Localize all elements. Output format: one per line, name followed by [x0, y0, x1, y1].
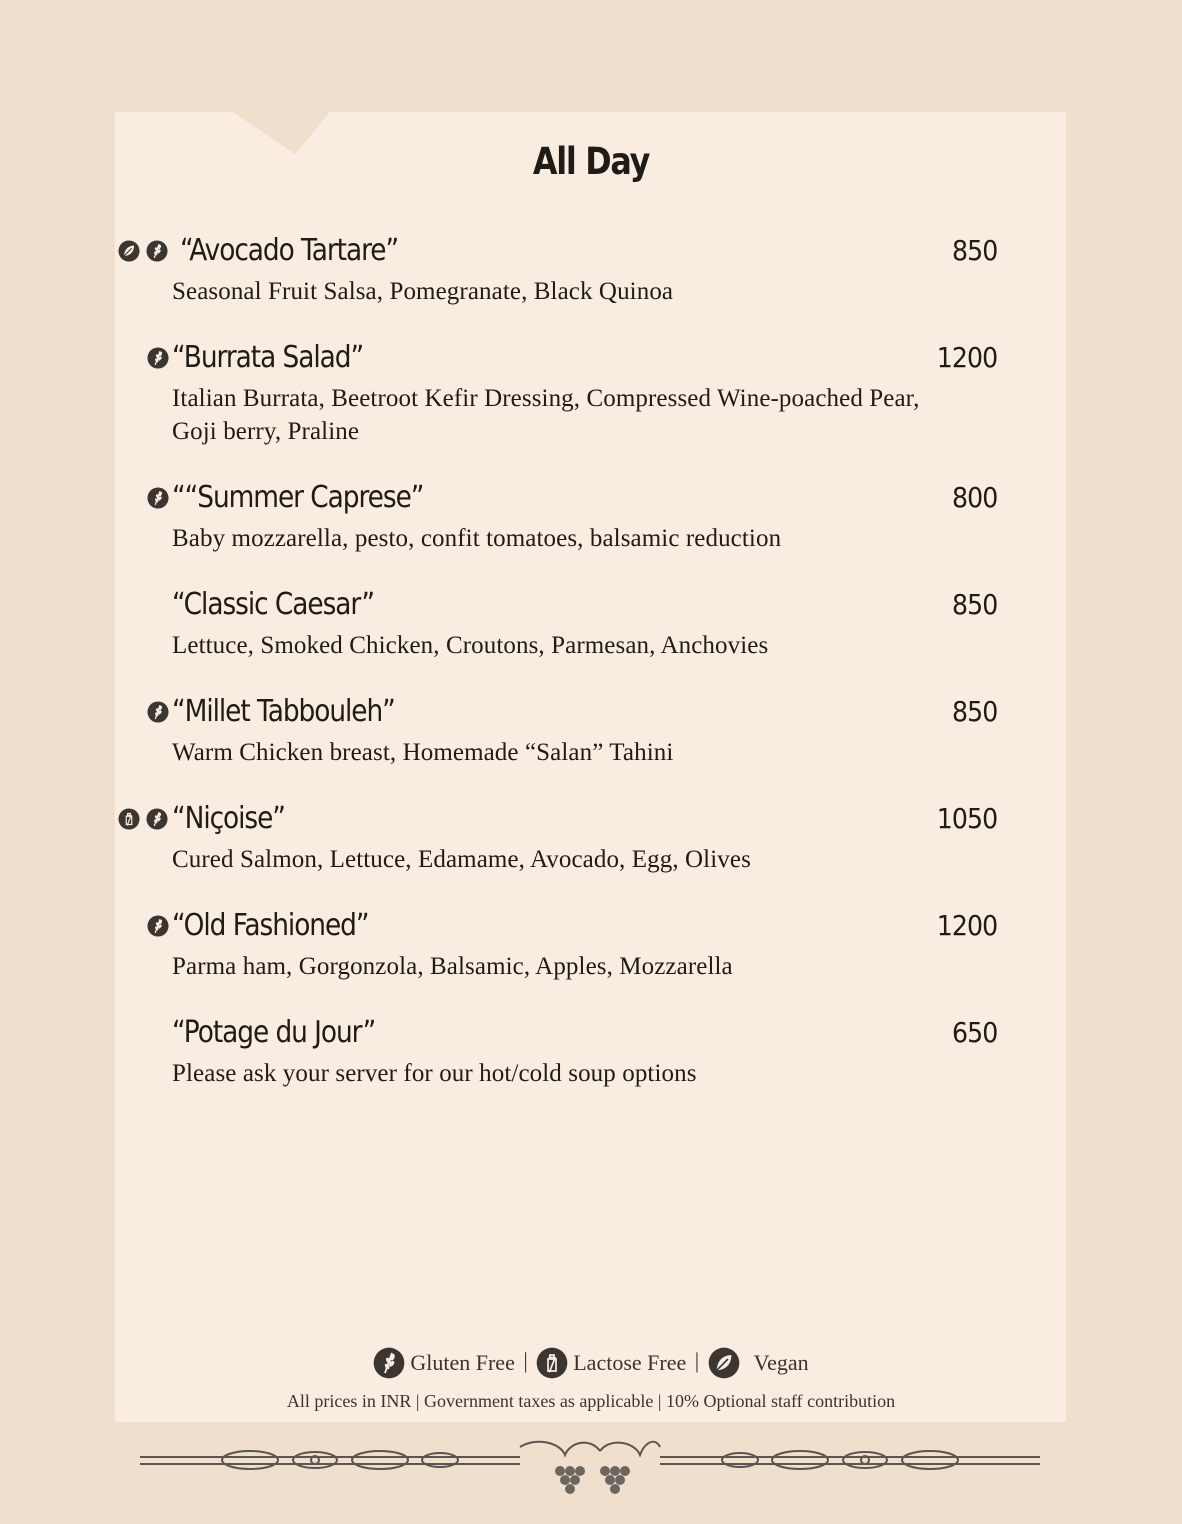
item-name: “Potage du Jour”: [172, 1015, 376, 1050]
legend-gluten-free-label: Gluten Free: [410, 1350, 515, 1375]
menu-item: [0, 1016, 1182, 1096]
item-name: “Burrata Salad”: [172, 340, 364, 375]
item-description: Seasonal Fruit Salsa, Pomegranate, Black Quinoa: [172, 278, 674, 305]
item-name: “Millet Tabbouleh”: [172, 694, 395, 729]
item-price: 800: [951, 481, 997, 514]
item-description: Lettuce, Smoked Chicken, Croutons, Parmesan, Anchovies: [172, 632, 769, 659]
gluten-free-icon: [146, 240, 168, 262]
item-description: Please ask your server for our hot/cold soup options: [172, 1060, 697, 1087]
footer-note: All prices in INR | Government taxes as applicable | 10% Optional staff contribution: [286, 1391, 896, 1411]
item-description: Warm Chicken breast, Homemade “Salan” Tahini: [172, 739, 674, 766]
vegan-icon: [708, 1347, 740, 1379]
item-price: 850: [951, 695, 997, 728]
item-price: 1050: [936, 802, 997, 835]
item-description: Italian Burrata, Beetroot Kefir Dressing, Compressed Wine-poached Pear, Goji berry, Praline: [172, 385, 920, 445]
item-name: “Classic Caesar”: [172, 587, 374, 622]
menu-item: [0, 588, 1182, 668]
item-name: “Avocado Tartare”: [180, 233, 399, 268]
menu-item: [0, 909, 1182, 989]
vegan-icon: [118, 240, 140, 262]
item-price: 650: [951, 1016, 997, 1049]
legend-separator: |: [523, 1348, 528, 1374]
item-description: Parma ham, Gorgonzola, Balsamic, Apples, Mozzarella: [172, 953, 733, 980]
item-description: Baby mozzarella, pesto, confit tomatoes, balsamic reduction: [172, 525, 782, 552]
lactose-free-icon: [118, 808, 140, 830]
legend-vegan-label: Vegan: [753, 1350, 809, 1375]
item-price: 1200: [936, 341, 997, 374]
gluten-free-icon: [147, 915, 169, 937]
legend-separator: |: [694, 1348, 700, 1374]
page-title: All Day: [532, 140, 650, 183]
item-name: ““Summer Caprese”: [172, 480, 424, 515]
decorative-grape-ornament: [140, 1437, 1040, 1502]
gluten-free-icon: [147, 487, 169, 509]
item-name: “Niçoise”: [172, 801, 285, 836]
menu-item: [0, 802, 1182, 882]
dietary-legend: [0, 1347, 1182, 1379]
item-price: 1200: [936, 909, 997, 942]
menu-item: [0, 234, 1182, 314]
gluten-free-icon: [146, 808, 168, 830]
gluten-free-icon: [147, 347, 169, 369]
gluten-free-icon: [147, 701, 169, 723]
item-description: Cured Salmon, Lettuce, Edamame, Avocado, Egg, Olives: [172, 846, 751, 873]
menu-item: [0, 695, 1182, 775]
legend-lactose-free-label: Lactose Free: [573, 1350, 687, 1375]
menu-item: [0, 341, 1182, 451]
item-price: 850: [951, 234, 997, 267]
item-name: “Old Fashioned”: [172, 908, 369, 943]
menu-item: [0, 481, 1182, 561]
lactose-free-icon: [536, 1347, 568, 1379]
item-price: 850: [951, 588, 997, 621]
gluten-free-icon: [373, 1347, 405, 1379]
